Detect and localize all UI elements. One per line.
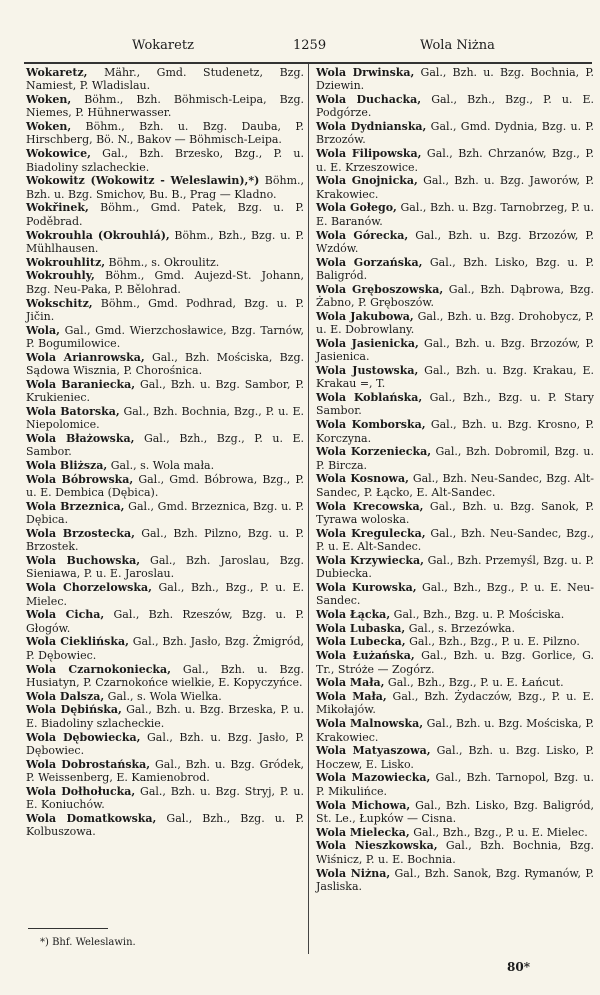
entry-headword: Wola Jakubowa,	[316, 309, 414, 323]
entry-headword: Wola Gorzańska,	[316, 255, 423, 269]
dictionary-entry	[316, 676, 594, 689]
entry-headword: Wola Nieszkowska,	[316, 839, 438, 853]
dictionary-entry	[26, 500, 304, 527]
dictionary-entry	[26, 229, 304, 256]
entry-headword: Wola Kurowska,	[316, 580, 417, 594]
entry-headword: Wola Gnojnicka,	[316, 174, 418, 188]
entry-body: Gal., Bzh., Bzg., P. u. E. Podgórze.	[316, 93, 594, 120]
entry-headword: Wola,	[26, 323, 60, 337]
entry-headword: Wola Cicha,	[26, 608, 105, 622]
entry-headword: Wokřinek,	[26, 201, 89, 215]
dictionary-entry	[316, 174, 594, 201]
entry-body: Böhm., Bzh. Böhmisch-Leipa, Bzg. Niemes, P. Hühnerwasser.	[26, 93, 304, 120]
dictionary-entry	[26, 581, 304, 608]
dictionary-entry	[26, 432, 304, 459]
entry-body: Gal., Bzh. u. Bzg. Brzeska, P. u. E. Biadoliny szlacheckie.	[26, 703, 304, 730]
entry-headword: Wola Arianrowska,	[26, 350, 145, 364]
entry-headword: Wola Justowska,	[316, 364, 419, 378]
entry-body: Gal., Bzh. Chrzanów, Bzg., P. u. E. Krzeszowice.	[316, 147, 594, 174]
dictionary-entry	[316, 717, 594, 744]
dictionary-entry	[26, 378, 304, 405]
dictionary-entry	[26, 663, 304, 690]
entry-headword: Wola Mazowiecka,	[316, 771, 431, 785]
entry-headword: Wola Błażowska,	[26, 432, 135, 446]
entry-headword: Wokrouhla (Okrouhlá),	[26, 228, 170, 242]
entry-headword: Wola Czarnokoniecka,	[26, 662, 172, 676]
dictionary-entry	[26, 527, 304, 554]
entry-body: Mähr., Gmd. Studenetz, Bzg. Namiest, P. Wladislau.	[26, 66, 304, 93]
entry-body: Gal., Bzh. Jaroslau, Bzg. Sieniawa, P. u. E. Jaroslau.	[26, 554, 305, 581]
entry-body: Gal., Bzh., Bzg., P. u. E. Pilzno.	[405, 635, 580, 649]
dictionary-entry	[26, 201, 304, 228]
entry-headword: Wokrouhlitz,	[26, 255, 106, 269]
entry-body: Gal., Bzh. u. Bzg. Tarnobrzeg, P. u. E. Baranów.	[316, 201, 594, 228]
entry-body: Gal., Bzh. Lisko, Bzg. u. P. Baligród.	[316, 255, 594, 282]
entry-headword: Wola Łużańska,	[316, 649, 415, 663]
dictionary-entry	[316, 867, 594, 894]
entry-body: Gal., Bzh. Sanok, Bzg. Rymanów, P. Jasliska.	[316, 866, 594, 893]
entry-body: Gal., Bzh. u. Bzg. Brzozów, P. Wzdów.	[316, 228, 594, 255]
entry-body: Gal., Bzh. Tarnopol, Bzg. u. P. Mikulińce.	[316, 771, 594, 798]
dictionary-entry	[316, 771, 594, 798]
entry-headword: Wola Lubaska,	[316, 621, 406, 635]
entry-body: Böhm., Bzh. u. Bzg. Dauba, P. Hirschberg, Bö. N., Bakov — Böhmisch-Leipa.	[26, 120, 304, 147]
dictionary-entry	[316, 66, 594, 93]
entry-headword: Wokowitz (Wokowitz - Weleslawin),*)	[26, 174, 260, 188]
column-divider	[308, 64, 309, 954]
dictionary-entry	[316, 364, 594, 391]
entry-headword: Wola Kosnowa,	[316, 472, 409, 486]
entry-body: Gal., Bzh. Dobromil, Bzg. u. P. Bircza.	[316, 445, 595, 472]
entry-headword: Wola Lubecka,	[316, 635, 406, 649]
entry-headword: Wola Dydnianska,	[316, 120, 427, 134]
dictionary-entry	[26, 635, 304, 662]
dictionary-entry	[26, 174, 304, 201]
dictionary-entry	[26, 324, 304, 351]
entry-headword: Wola Mielecka,	[316, 825, 410, 839]
dictionary-entry	[316, 93, 594, 120]
entry-headword: Wola Kregulecka,	[316, 526, 426, 540]
entry-body: Gal., Bzh. u. Bzg. Jaworów, P. Krakowiec.	[316, 174, 594, 201]
entry-body: Gal., Gmd. Wierzchosławice, Bzg. Tarnów, P. Bogumilowice.	[26, 323, 304, 350]
dictionary-entry	[316, 120, 594, 147]
dictionary-entry	[316, 799, 594, 826]
entry-body: Gal., Gmd. Dydnia, Bzg. u. P. Brzozów.	[316, 120, 595, 147]
dictionary-entry	[26, 758, 304, 785]
entry-body: Gal., Bzh. Pilzno, Bzg. u. P. Brzostek.	[26, 527, 304, 554]
dictionary-entry	[316, 445, 594, 472]
entry-headword: Wokrouhly,	[26, 269, 95, 283]
entry-body: Gal., Bzh. u. Bzg. Krakau, E. Krakau =, T.	[316, 364, 594, 391]
dictionary-entry	[26, 690, 304, 703]
dictionary-entry	[316, 826, 594, 839]
dictionary-entry	[316, 500, 594, 527]
dictionary-entry	[26, 269, 304, 296]
entry-headword: Wola Dębowiecka,	[26, 730, 141, 744]
entry-headword: Wokschitz,	[26, 296, 93, 310]
dictionary-entry	[316, 472, 594, 499]
dictionary-entry	[26, 351, 304, 378]
entry-headword: Wola Jasienicka,	[316, 336, 419, 350]
dictionary-entry	[26, 703, 304, 730]
dictionary-entry	[316, 147, 594, 174]
entry-headword: Wola Dalsza,	[26, 689, 105, 703]
entry-headword: Wola Bóbrowska,	[26, 472, 134, 486]
dictionary-entry	[26, 120, 304, 147]
entry-body: Gal., Bzh. Żydaczów, Bzg., P. u. E. Mikołajów.	[316, 690, 594, 717]
entry-body: Böhm., Gmd. Podhrad, Bzg. u. P. Jičin.	[26, 296, 304, 323]
entry-body: Gal., Gmd. Bóbrowa, Bzg., P. u. E. Dembica (Dębica).	[26, 472, 304, 500]
dictionary-entry	[316, 744, 594, 771]
entry-headword: Wola Chorzelowska,	[26, 581, 152, 595]
entry-body: Gal., Gmd. Brzeznica, Bzg. u. P. Dębica.	[26, 500, 304, 527]
dictionary-entry	[316, 554, 594, 581]
entry-headword: Wola Mała,	[316, 676, 385, 690]
entry-headword: Wola Korzeniecka,	[316, 445, 432, 459]
page-number: 1259	[293, 38, 327, 53]
entry-headword: Wola Buchowska,	[26, 554, 141, 568]
entry-body: Gal., Bzh. u. Bzg. Gorlice, G. Tr., Stróże — Zogórz.	[316, 649, 594, 676]
entry-body: Gal., Bzh. u. Bzg. Gródek, P. Weissenberg, E. Kamienobrod.	[26, 757, 304, 784]
dictionary-entry	[26, 147, 304, 174]
entry-headword: Wola Dębińska,	[26, 703, 122, 717]
entry-headword: Wola Duchacka,	[316, 93, 422, 107]
entry-headword: Woken,	[26, 120, 72, 134]
entry-headword: Wola Malnowska,	[316, 717, 424, 731]
entry-body: Gal., Bzh. Brzesko, Bzg., P. u. Biadoliny szlacheckie.	[26, 147, 304, 174]
dictionary-entry	[316, 337, 594, 364]
entry-headword: Wola Krzywiecka,	[316, 553, 424, 567]
entry-body: Gal., s. Wola mała.	[107, 459, 215, 473]
dictionary-entry	[316, 527, 594, 554]
entry-body: Gal., Bzh., Bzg., P. u. E. Neu-Sandec.	[316, 580, 594, 608]
dictionary-entry	[26, 473, 304, 500]
entry-body: Gal., Bzh. Bochnia, Bzg. Wiśnicz, P. u. E. Bochnia.	[316, 839, 594, 866]
dictionary-entry	[26, 297, 304, 324]
dictionary-entry	[26, 554, 304, 581]
dictionary-entry	[26, 405, 304, 432]
entry-body: Böhm., Bzh. u. Bzg. Smichov, Bu. B., Prag — Kladno.	[26, 174, 305, 201]
entry-headword: Wola Drwinska,	[316, 66, 415, 79]
dictionary-entry	[316, 839, 594, 866]
header-left: Wokaretz	[132, 38, 194, 53]
dictionary-entry	[316, 283, 594, 310]
entry-body: Gal., Bzh. Neu-Sandec, Bzg. Alt-Sandec, P. Łącko, E. Alt-Sandec.	[316, 472, 595, 499]
entry-headword: Wokowice,	[26, 147, 91, 161]
dictionary-entry	[316, 201, 594, 228]
dictionary-entry	[26, 66, 304, 93]
entry-body: Gal., Bzh. Dąbrowa, Bzg. Żabno, P. Gręboszów.	[316, 282, 594, 310]
entry-body: Gal., Bzh. u. Bzg. Jasło, P. Dębowiec.	[26, 730, 304, 757]
entry-headword: Wola Michowa,	[316, 798, 411, 812]
entry-body: Gal., Bzh. Jasło, Bzg. Żmigród, P. Dębowiec.	[26, 635, 304, 662]
entry-headword: Wola Batorska,	[26, 404, 120, 418]
dictionary-entry	[316, 229, 594, 256]
entry-body: Gal., Bzh. u. Bzg. Drohobycz, P. u. E. Dobrowlany.	[316, 309, 594, 337]
page-marker: 80*	[507, 960, 530, 974]
entry-body: Gal., Bzh., Bzg., P. u. E. Sambor.	[26, 432, 305, 459]
entry-body: Böhm., Gmd. Aujezd-St. Johann, Bzg. Neu-Paka, P. Bělohrad.	[26, 269, 304, 296]
entry-headword: Wokaretz,	[26, 66, 88, 79]
entry-body: Böhm., s. Okroulitz.	[105, 255, 220, 269]
entry-headword: Wola Dołhołucka,	[26, 784, 136, 798]
entry-headword: Wola Domatkowska,	[26, 811, 157, 825]
entry-headword: Wola Gołego,	[316, 201, 397, 215]
dictionary-entry	[26, 731, 304, 758]
entry-body: Gal., Bzh., Bzg. u. P. Mościska.	[390, 607, 565, 621]
entry-headword: Woken,	[26, 93, 72, 107]
entry-headword: Wola Baraniecka,	[26, 377, 136, 391]
footnote-rule	[28, 928, 108, 929]
footnote: *) Bhf. Weleslawin.	[40, 937, 136, 948]
entry-body: Gal., Bzh. u. Bzg. Stryj, P. u. E. Koniuchów.	[26, 784, 304, 812]
dictionary-entry	[26, 812, 304, 839]
entry-body: Gal., Bzh. u. Bzg. Sambor, P. Krukieniec.	[26, 377, 305, 405]
left-column	[26, 66, 304, 839]
entry-body: Gal., Bzh. u. Bzg. Krosno, P. Korczyna.	[316, 418, 594, 445]
entry-body: Gal., Bzh., Bzg., P. u. E. Mielec.	[409, 825, 588, 839]
dictionary-entry	[26, 785, 304, 812]
entry-body: Gal., s. Wola Wielka.	[104, 689, 222, 703]
dictionary-entry	[26, 459, 304, 472]
page-header	[28, 38, 588, 58]
entry-body: Gal., Bzh. u. Bzg. Husiatyn, P. Czarnokońce wielkie, E. Kopyczyńce.	[26, 662, 304, 689]
dictionary-entry	[316, 649, 594, 676]
entry-body: Gal., Bzh. u. Bzg. Brzozów, P. Jasienica.	[316, 336, 594, 364]
entry-headword: Wola Łącka,	[316, 607, 391, 621]
entry-headword: Wola Krecowska,	[316, 499, 424, 513]
entry-headword: Wola Cieklińska,	[26, 635, 129, 649]
entry-body: Gal., Bzh. u. Bzg. Lisko, P. Hoczew, E. Lisko.	[316, 744, 594, 771]
dictionary-entry	[316, 256, 594, 283]
entry-headword: Wola Brzostecka,	[26, 527, 135, 541]
entry-headword: Wola Bliższa,	[26, 459, 108, 473]
entry-body: Böhm., Gmd. Patek, Bzg. u. P. Poděbrad.	[26, 201, 304, 228]
entry-body: Gal., Bzh., Bzg., P. u. E. Łańcut.	[384, 676, 564, 690]
entry-body: Gal., Bzh. Mościska, Bzg. Sądowa Wisznia, P. Chorośnica.	[26, 350, 305, 378]
entry-headword: Wola Komborska,	[316, 418, 426, 432]
entry-body: Gal., Bzh. Neu-Sandec, Bzg., P. u. E. Alt-Sandec.	[316, 526, 594, 553]
entry-headword: Wola Dobrostańska,	[26, 757, 151, 771]
dictionary-entry	[316, 418, 594, 445]
dictionary-entry	[26, 256, 304, 269]
dictionary-entry	[26, 93, 304, 120]
entry-body: Gal., Bzh. Bochnia, Bzg., P. u. E. Niepolomice.	[26, 404, 305, 432]
dictionary-entry	[316, 391, 594, 418]
dictionary-entry	[316, 581, 594, 608]
entry-body: Gal., Bzh. u. Bzg. Bochnia, P. Dziewin.	[316, 66, 594, 93]
right-column	[316, 66, 594, 894]
entry-body: Gal., Bzh., Bzg. u. P. Stary Sambor.	[316, 391, 594, 418]
entry-headword: Wola Filipowska,	[316, 147, 422, 161]
dictionary-entry	[316, 310, 594, 337]
dictionary-entry	[316, 635, 594, 648]
entry-body: Böhm., Bzh., Bzg. u. P. Mühlhausen.	[26, 228, 304, 255]
entry-body: Gal., Bzh., Bzg., P. u. E. Mielec.	[26, 581, 304, 608]
entry-body: Gal., Bzh. Lisko, Bzg. Baligród, St. Le., Łupków — Cisna.	[316, 798, 594, 825]
dictionary-entry	[26, 608, 304, 635]
dictionary-entry	[316, 690, 594, 717]
entry-body: Gal., s. Brzezówka.	[405, 621, 515, 635]
entry-headword: Wola Gręboszowska,	[316, 282, 444, 296]
entry-body: Gal., Bzh., Bzg. u. P. Kolbuszowa.	[26, 811, 304, 839]
entry-headword: Wola Niżna,	[316, 866, 391, 880]
entry-body: Gal., Bzh. u. Bzg. Sanok, P. Tyrawa woloska.	[316, 499, 594, 526]
entry-body: Gal., Bzh. u. Bzg. Mościska, P. Krakowiec.	[316, 717, 594, 744]
dictionary-entry	[316, 622, 594, 635]
entry-headword: Wola Koblańska,	[316, 391, 423, 405]
entry-headword: Wola Mała,	[316, 690, 387, 704]
entry-headword: Wola Górecka,	[316, 228, 409, 242]
entry-body: Gal., Bzh. Przemyśl, Bzg. u. P. Dubiecka.	[316, 553, 594, 580]
entry-headword: Wola Brzeznica,	[26, 500, 125, 513]
entry-headword: Wola Matyaszowa,	[316, 744, 431, 758]
entry-body: Gal., Bzh. Rzeszów, Bzg. u. P. Głogów.	[26, 608, 304, 635]
header-right: Wola Niżna	[420, 38, 495, 53]
dictionary-entry	[316, 608, 594, 621]
